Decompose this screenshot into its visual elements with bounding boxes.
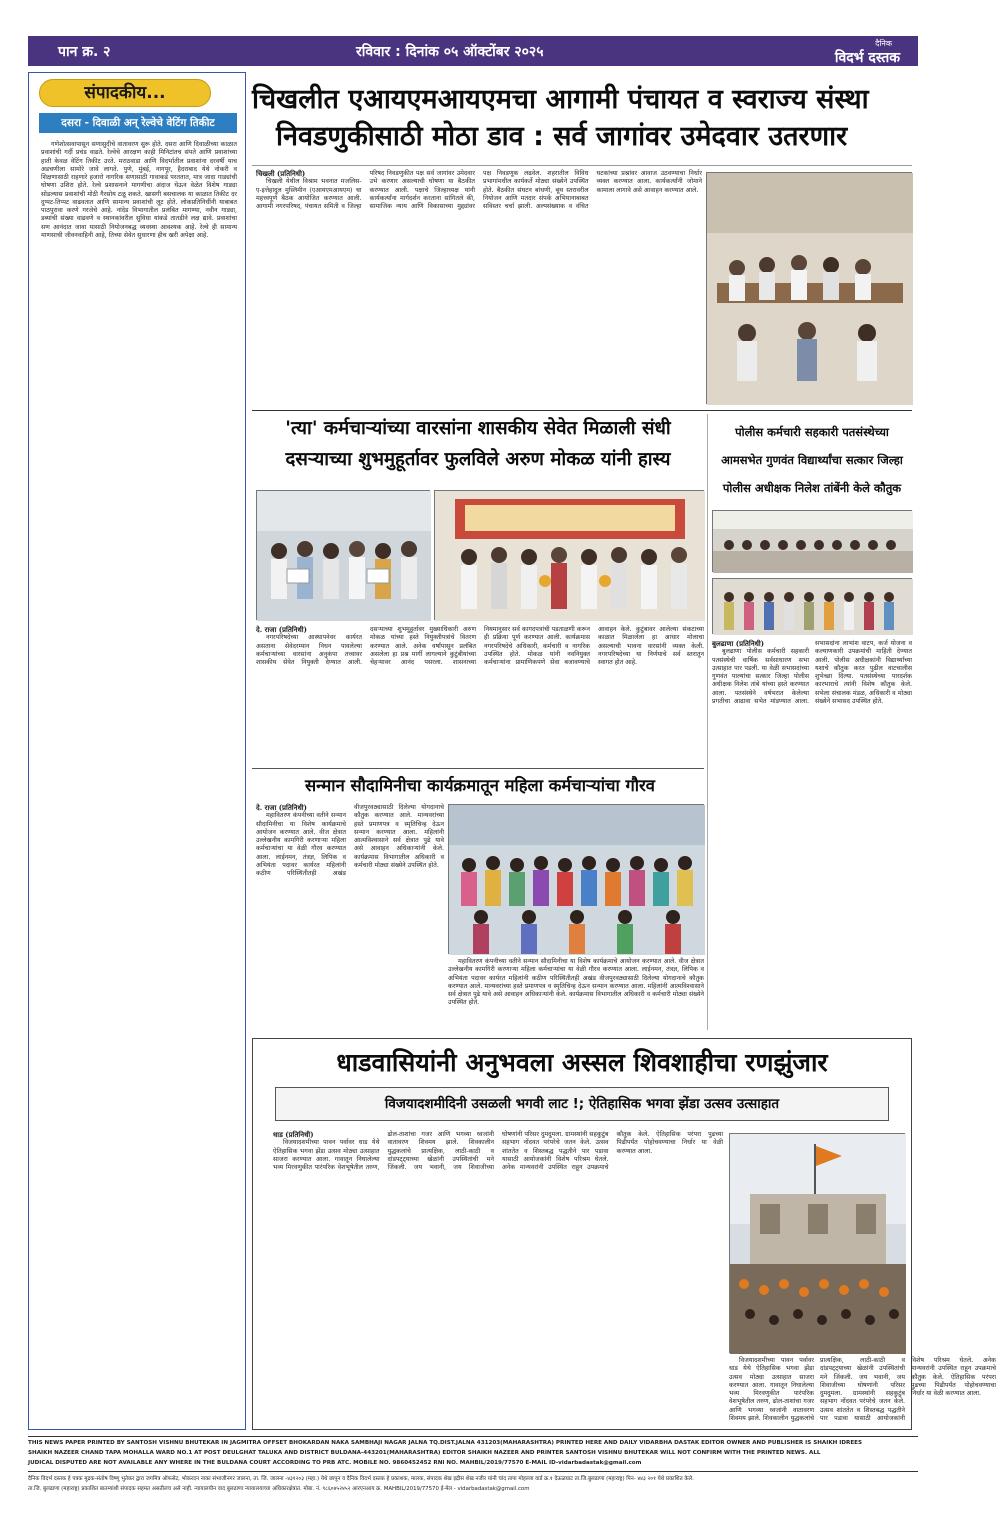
story2-headline-line2: दसऱ्याच्या शुभमुहूर्तावर फुलविले अरुण मोकळ यांनी हास्य xyxy=(285,449,671,470)
story5-photo xyxy=(729,1133,905,1353)
story2-headline-line1: 'त्या' कर्मचाऱ्यांच्या वारसांना शासकीय सेवेत मिळाली संधी xyxy=(285,418,671,439)
story1-headline-line1: चिखलीत एआयएमआयएमचा आगामी पंचायत व स्वराज्य संस्था xyxy=(252,84,869,115)
story4-photo-top xyxy=(712,510,912,572)
footer-rule xyxy=(28,1436,918,1437)
story5-dateline xyxy=(273,1131,380,1139)
story2-photo-left xyxy=(256,490,430,620)
story3-body-right-text: महावितरण कंपनीच्या वतीने सन्मान सौदामिनीचा या विशेष कार्यक्रमाचे आयोजन करण्यात आले. वीज क्षेत्रात उल्लेखनीय कामगिरी करणाऱ्या महिला कर्मचाऱ्यांचा या वेळी गौरव करण्यात आला. लाईनमन, तंत्रज्ञ, लिपिक व अभियंता पदावर कार्यरत महिलांनी कठीण परिस्थितीतही अखंड वीजपुरवठ्यासाठी दिलेल्या योगदानाचे कौतुक करण्यात आले. मान्यवरांच्या हस्ते प्रमाणपत्र व स्मृतिचिन्ह देऊन सन्मान करण्यात आला. महिलांनी आत्मविश्वासाने सर्व क्षेत्रात पुढे यावे असे आवाहन अधिकाऱ्यांनी केले. कार्यक्रमास विभागातील अधिकारी व कर्मचारी मोठ्या संख्येने उपस्थित होते. xyxy=(448,958,704,1007)
story3-photo xyxy=(448,804,704,954)
story4-dateline-text: बुलढाणा (प्रतिनिधी) xyxy=(712,639,765,648)
story5-body xyxy=(273,1131,723,1425)
banner-group-photo xyxy=(435,491,705,621)
editorial-subtitle-text: दसरा - दिवाळी अन् रेल्वेचे वेटिंग तिकीट xyxy=(61,117,215,129)
story5-dateline-text: धाड (प्रतिनिधी) xyxy=(273,1130,314,1139)
story4-headline-line1: पोलीस कर्मचारी सहकारी पतसंस्थेच्या xyxy=(735,425,889,439)
story5-subheadline: विजयादशमीदिनी उसळली भगवी लाट !; ऐतिहासिक भगवा झेंडा उत्सव उत्साहात xyxy=(384,1096,780,1112)
certificate-photo xyxy=(257,491,431,621)
story3-body-right xyxy=(448,958,704,1030)
story3-body xyxy=(256,804,444,1030)
story1-dateline-text: चिखली (प्रतिनिधी) xyxy=(256,169,306,178)
story2-dateline-text: दे. राजा (प्रतिनिधी) xyxy=(256,625,307,634)
story1-photo xyxy=(706,172,912,404)
paper-name: विदर्भ दस्तक xyxy=(834,50,900,66)
editorial-subtitle xyxy=(39,113,237,133)
story5-subheadline-box xyxy=(275,1087,889,1121)
story5-box xyxy=(252,1038,996,1430)
story5-body-right-text: विजयादशमीच्या पावन पर्वावर धाड येथे ऐतिहासिक भगवा झेंडा उत्सव मोठ्या उत्साहात साजरा करण्यात आला. गावातून निघालेल्या भव्य मिरवणुकीत पारंपरिक वेशभूषेतील तरुण, ढोल-ताशांचा गजर आणि भगव्या ध्वजांनी वातावरण शिवमय झाले. शिवकालीन युद्धकलांचे प्रात्यक्षिक, लाठी-काठी व दांडपट्ट्याच्या खेळांनी उपस्थितांची मने जिंकली. जय भवानी, जय शिवाजीच्या घोषणांनी परिसर दुमदुमला. ग्रामस्थांनी सहकुटुंब सहभाग नोंदवत परंपरेचे जतन केले. उत्सव शांततेत व शिस्तबद्ध पद्धतीने पार पडावा यासाठी आयोजकांनी विशेष परिश्रम घेतले. अनेक मान्यवरांनी उपस्थित राहून उपक्रमाचे कौतुक केले. ऐतिहासिक परंपरा पुढच्या पिढीपर्यंत पोहोचवण्याचा निर्धार या वेळी करण्यात आला. xyxy=(729,1357,996,1422)
section-rule-2 xyxy=(252,768,704,769)
felicitation-photo xyxy=(713,579,913,635)
footer-line-4: दैनिक विदर्भ दस्तक हे पत्रक मुद्रक-संतोष विष्णू भुतेकर द्वारा जगमित्र ऑफसेट, भोकरदन नाका संभाजीनगर जालना, ता. जि. जालना -४३१२०३ (महा.) येथे छापून व दैनिक विदर्भ दस्तक हे प्रकाशक, मालक, संपादक शेख इद्रीस शेख नजीर यांनी चांद तापा मोहल्ला वार्ड क्र.१ देऊळघाट ता.जि.बुलढाणा (महाराष्ट्र) पिन- ४४३ २०१ येथे प्रकाशित केले. xyxy=(28,1476,694,1482)
footer-rule-2 xyxy=(28,1471,918,1472)
editorial-body-text: गणेशोत्सवापासून सणासुदीचे वातावरण सुरू होते. दसरा आणि दिवाळीच्या काळात प्रवाशांची गर्दी प्रचंड वाढते. रेल्वेचे आरक्षण काही मिनिटांतच संपते आणि प्रवाशांच्या हाती केवळ वेटिंग तिकीट उरते. मराठवाडा आणि विदर्भातील प्रवाशांना दरवर्षी याच अडचणीला सामोरे जावे लागते. पुणे, मुंबई, नागपूर, हैदराबाद येथे नोकरी व शिक्षणासाठी राहणारे हजारो नागरिक सणासाठी गावाकडे परततात, मात्र जादा गाड्यांची घोषणा उशिरा होते. रेल्वे प्रशासनाने मागणीचा अंदाज घेऊन वेळेत विशेष गाड्या सोडल्यास प्रवाशांची मोठी गैरसोय टळू शकते. खासगी बसचालक या काळात तिकीट दर दुप्पट-तिप्पट वाढवतात आणि सामान्य प्रवाशांची लूट होते. लोकप्रतिनिधींनी याबाबत पाठपुरावा करणे गरजेचे आहे. नांदेड विभागातील प्रलंबित मागण्या, नवीन गाड्या, डब्यांची संख्या वाढवणे व स्थानकांवरील सुविधा यांकडे तातडीने लक्ष द्यावे. प्रवाशांचा सण आनंदात जावा यासाठी नियोजनबद्ध व्यवस्था आवश्यक आहे. रेल्वे ही सामान्य माणसाची जीवनवाहिनी आहे, तिच्या सेवेत सुधारणा हीच खरी अपेक्षा आहे. xyxy=(41,141,237,239)
story1-dateline xyxy=(256,170,362,178)
footer-line-3: JUDICAL DISPUTED ARE NOT AVAILABLE ANY WHERE IN THE BULDANA COURT ACCORDING TO PRB ATC. MOBILE NO. 9860452452 RNI NO. MAHBIL/2019/77570 E-MAIL ID-vidarbadastak@gmail.com xyxy=(28,1460,642,1466)
footer-line-1: THIS NEWS PAPER PRINTED BY SANTOSH VISHNU BHUTEKAR IN JAGMITRA OFFSET BHOKARDAN NAKA SAMBHAJI NAGAR JALNA TQ.DIST.JALNA 431203(MAHARASHTRA) PRINTED HERE AND DAILY VIDARBHA DASTAK EDITOR OWNER AND PUBLISHER IS SHAIKH IDREES xyxy=(28,1440,862,1446)
story4-dateline xyxy=(712,640,809,648)
footer-line-2: SHAIKH NAZEER CHAND TAPA MOHALLA WARD NO.1 AT POST DEULGHAT TALUKA AND DISTRICT BULDANA-443201(MAHARASHTRA) EDITOR SHAIKH NAZEER AND PRINTER SANTOSH VISHNU BHUTEKAR WILL NOT CONFIRM WITH THE PRINTED NEWS. ALL xyxy=(28,1450,821,1456)
masthead-bar xyxy=(28,36,918,66)
story2-headline xyxy=(252,414,704,482)
women-group-photo xyxy=(449,805,705,955)
flag-festival-photo xyxy=(730,1134,906,1354)
story5-body-right xyxy=(729,1357,996,1427)
story1-headline xyxy=(252,82,912,160)
story2-body xyxy=(256,626,704,764)
story5-headline: धाडवासियांनी अनुभवला अस्सल शिवशाहीचा रणझुंजार xyxy=(336,1048,828,1077)
footer-line-5: ता.जि. बुलढाणा (महाराष्ट्र) प्रकाशित बातम्यांशी संपादक सहमत असतीलच असे नाही. न्यायालयीन वाद बुलढाणा न्यायालयाच्या अधिकारक्षेत्रात. मोबा. नं. ९८६०४५२४५२ आरएनआय क्र. MAHBIL/2019/77570 ई-मेल - vidarbadastak@gmail.com xyxy=(28,1486,530,1492)
paper-tag: दैनिक xyxy=(875,39,892,48)
editorial-title-text: संपादकीय... xyxy=(84,83,166,103)
story1-body xyxy=(256,170,702,400)
story5-body-text: विजयादशमीच्या पावन पर्वावर धाड येथे ऐतिहासिक भगवा झेंडा उत्सव मोठ्या उत्साहात साजरा करण्यात आला. गावातून निघालेल्या भव्य मिरवणुकीत पारंपरिक वेशभूषेतील तरुण, ढोल-ताशांचा गजर आणि भगव्या ध्वजांनी वातावरण शिवमय झाले. शिवकालीन युद्धकलांचे प्रात्यक्षिक, लाठी-काठी व दांडपट्ट्याच्या खेळांनी उपस्थितांची मने जिंकली. जय भवानी, जय शिवाजीच्या घोषणांनी परिसर दुमदुमला. ग्रामस्थांनी सहकुटुंब सहभाग नोंदवत परंपरेचे जतन केले. उत्सव शांततेत व शिस्तबद्ध पद्धतीने पार पडावा यासाठी आयोजकांनी विशेष परिश्रम घेतले. अनेक मान्यवरांनी उपस्थित राहून उपक्रमाचे कौतुक केले. ऐतिहासिक परंपरा पुढच्या पिढीपर्यंत पोहोचवण्याचा निर्धार या वेळी करण्यात आला. xyxy=(273,1131,723,1171)
story2-photo-right xyxy=(434,490,704,620)
editorial-body xyxy=(41,141,237,1425)
story4-headline xyxy=(712,418,912,504)
story1-headline-line2: निवडणुकीसाठी मोठा डाव : सर्व जागांवर उमेदवार उतरणार xyxy=(276,121,848,152)
story2-body-text: नगरपरिषदेच्या आस्थापनेवर कार्यरत असताना सेवेदरम्यान निधन पावलेल्या कर्मचाऱ्यांच्या वारसांना अनुकंपा तत्त्वावर शासकीय सेवेत नियुक्ती देण्यात आली. दसऱ्याच्या शुभमुहूर्तावर मुख्याधिकारी अरुण मोकळ यांच्या हस्ते नियुक्तीपत्रांचे वितरण करण्यात आले. अनेक वर्षांपासून प्रलंबित असलेला हा प्रश्न मार्गी लागल्याने कुटुंबीयांच्या चेहऱ्यावर आनंद पसरला. शासनाच्या नियमानुसार सर्व कागदपत्रांची पडताळणी करून ही प्रक्रिया पूर्ण करण्यात आली. कार्यक्रमास नगरपरिषदेचे अधिकारी, कर्मचारी व नागरिक उपस्थित होते. मोकळ यांनी नवनियुक्त कर्मचाऱ्यांना प्रामाणिकपणे सेवा बजावण्याचे आवाहन केले. कुटुंबावर आलेल्या संकटाच्या काळात मिळालेला हा आधार मोलाचा असल्याची भावना वारसांनी व्यक्त केली. नगरपरिषदेच्या या निर्णयाचे सर्व स्तरातून स्वागत होत आहे. xyxy=(256,626,704,666)
meeting-photo xyxy=(707,173,913,405)
hall-photo xyxy=(713,511,913,573)
story1-rule xyxy=(252,165,912,166)
story4-headline-line3: पोलीस अधीक्षक निलेश तांबेंनी केले कौतुक xyxy=(722,481,902,495)
story4-headline-line2: आमसभेत गुणवंत विद्यार्थ्यांचा सत्कार जिल्हा xyxy=(721,453,903,467)
story2-dateline xyxy=(256,626,362,634)
story4-photo-bottom xyxy=(712,578,912,634)
story3-body-text: महावितरण कंपनीच्या वतीने सन्मान सौदामिनीचा या विशेष कार्यक्रमाचे आयोजन करण्यात आले. वीज क्षेत्रात उल्लेखनीय कामगिरी करणाऱ्या महिला कर्मचाऱ्यांचा या वेळी गौरव करण्यात आला. लाईनमन, तंत्रज्ञ, लिपिक व अभियंता पदावर कार्यरत महिलांनी कठीण परिस्थितीतही अखंड वीजपुरवठ्यासाठी दिलेल्या योगदानाचे कौतुक करण्यात आले. मान्यवरांच्या हस्ते प्रमाणपत्र व स्मृतिचिन्ह देऊन सन्मान करण्यात आला. महिलांनी आत्मविश्वासाने सर्व क्षेत्रात पुढे यावे असे आवाहन अधिकाऱ्यांनी केले. कार्यक्रमास विभागातील अधिकारी व कर्मचारी मोठ्या संख्येने उपस्थित होते. xyxy=(256,804,444,877)
editorial-title xyxy=(39,79,211,107)
section-rule-1 xyxy=(252,410,912,411)
story4-divider xyxy=(707,414,708,1030)
story1-body-text: चिखली येथील विश्राम भवनात मजलिस-ए-इत्तेहादुल मुस्लिमीन (एआयएमआयएम) चा महत्त्वपूर्ण बैठक आयोजित करण्यात आली. आगामी नगरपरिषद, पंचायत समिती व जिल्हा परिषद निवडणुकीत पक्ष सर्व जागांवर उमेदवार उभे करणार असल्याची घोषणा या बैठकीत करण्यात आली. पक्षाचे जिल्हाध्यक्ष यांनी कार्यकर्त्यांना मार्गदर्शन करताना सांगितले की, सामाजिक न्याय आणि विकासाच्या मुद्द्यांवर पक्ष निवडणूक लढवेल. शहरातील विविध प्रभागांमधील कार्यकर्ते मोठ्या संख्येने उपस्थित होते. बैठकीत संघटन बांधणी, बूथ स्तरावरील नियोजन आणि मतदार संपर्क अभियानाबाबत सविस्तर चर्चा झाली. अल्पसंख्याक व वंचित घटकांच्या प्रश्नांवर आवाज उठवण्याचा निर्धार व्यक्त करण्यात आला. कार्यकर्त्यांनी जोमाने कामाला लागावे असे आवाहन करण्यात आले. xyxy=(256,170,702,210)
story3-dateline xyxy=(256,804,346,812)
story4-body-text: बुलढाणा पोलीस कर्मचारी सहकारी पतसंस्थेची वार्षिक सर्वसाधारण सभा उत्साहात पार पडली. या वेळी सभासदांच्या गुणवंत पाल्यांचा सत्कार जिल्हा पोलीस अधीक्षक निलेश तांबे यांच्या हस्ते करण्यात आला. पतसंस्थेने वर्षभरात केलेल्या प्रगतीचा आढावा सभेत मांडण्यात आला. सभासदांना लाभांश वाटप, कर्ज योजना व कल्याणकारी उपक्रमांची माहिती देण्यात आली. पोलीस अधीक्षकांनी विद्यार्थ्यांच्या यशाचे कौतुक करत पुढील वाटचालीस शुभेच्छा दिल्या. पतसंस्थेच्या पारदर्शक कारभाराचे त्यांनी विशेष कौतुक केले. सभेला संचालक मंडळ, अधिकारी व मोठ्या संख्येने सभासद उपस्थित होते. xyxy=(712,640,912,705)
page-number: पान क्र. २ xyxy=(58,44,111,60)
story4-body xyxy=(712,640,912,1030)
date-line: रविवार : दिनांक ०५ ऑक्टोंबर २०२५ xyxy=(356,44,544,60)
editorial-box xyxy=(28,72,246,1430)
story3-dateline-text: दे. राजा (प्रतिनिधी) xyxy=(256,803,307,812)
story3-headline: सन्मान सौदामिनीचा कार्यक्रमातून महिला कर्मचाऱ्यांचा गौरव xyxy=(305,776,655,795)
